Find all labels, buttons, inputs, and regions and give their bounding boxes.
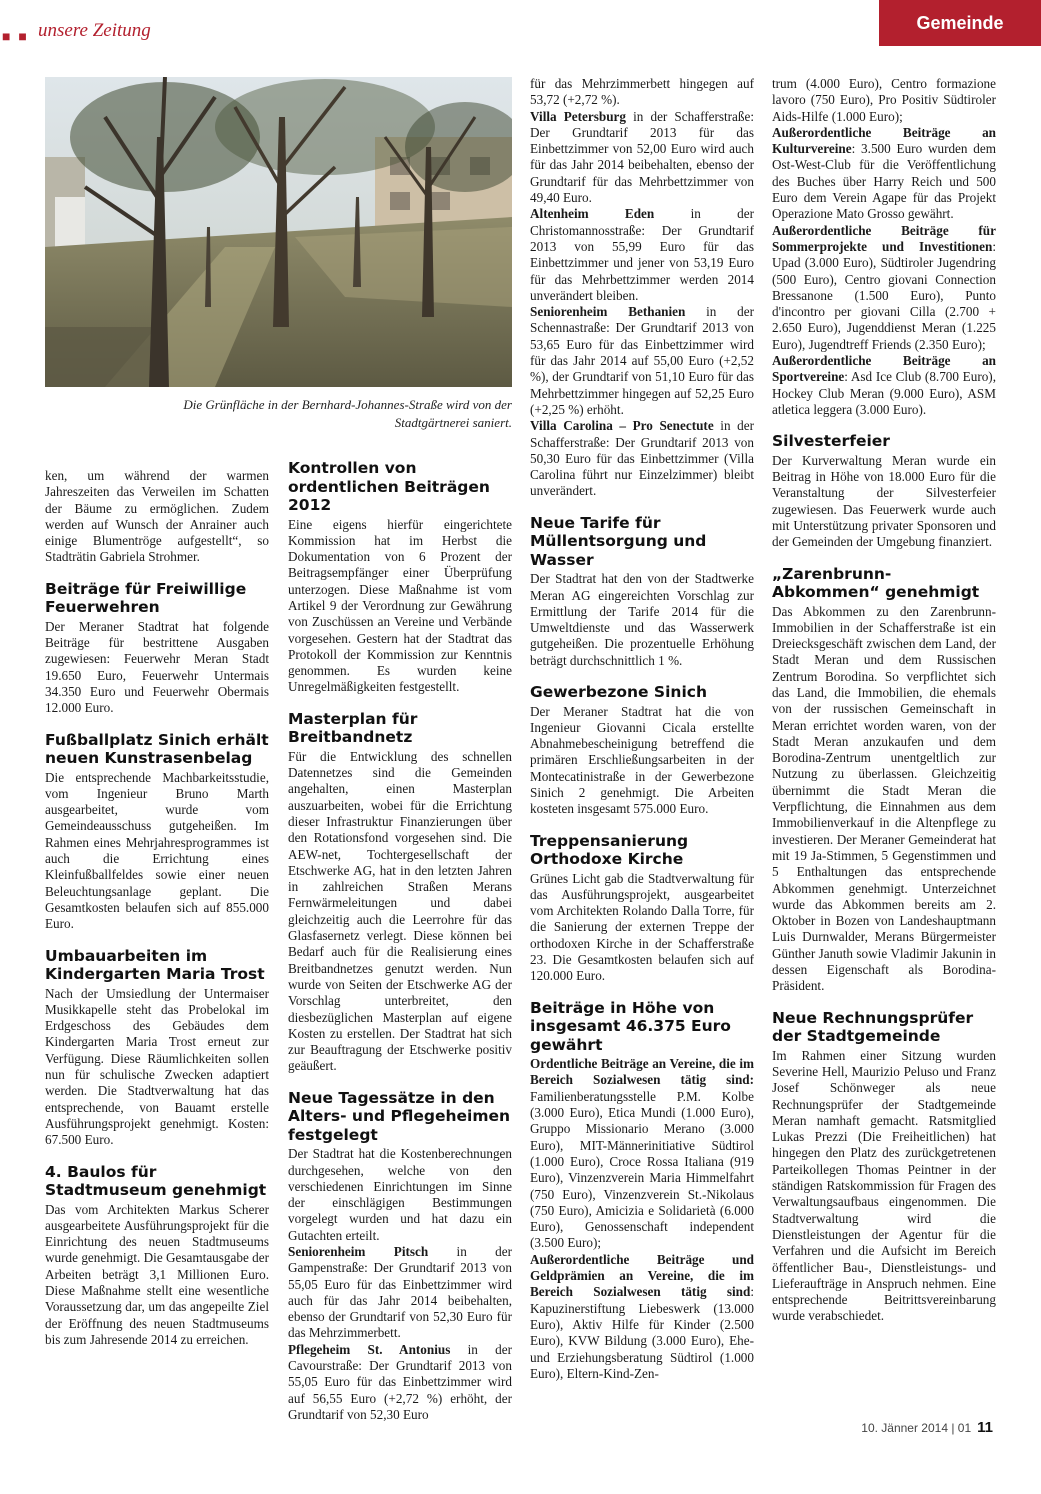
paragraph: Eine eigens hierfür eingerichtete Kommission hat im Herbst die Dokumentation von 6 Prozent der Beitragsempfänger einer Überprüfung unterzogen. Diese Maßnahme ist vom Artikel 9 der Verordnung zur Gewährung von Zuschüssen an Vereine und Verbände vorgesehen. Gestern hat der Stadtrat das Protokoll der Kommission zur Kenntnis genommen. Es wurden keine Unregelmäßigkeiten festgestellt. bbox=[288, 516, 512, 695]
headline: 4. Baulos für Stadtmuseum genehmigt bbox=[45, 1162, 267, 1199]
section-label: Gemeinde bbox=[879, 0, 1041, 46]
lead-in: Seniorenheim Pitsch bbox=[288, 1243, 429, 1259]
headline: „Zarenbrunn-Abkommen“ genehmigt bbox=[772, 564, 980, 602]
paragraph-text: Familienberatungsstelle P.M. Kolbe (3.000 Euro), Etica Mundi (1.000 Euro), Gruppo Missionario Merano (3.000 Euro), MIT-Männerinitiative Südtirol (1.000 Euro), Croce Rossa Italiana (919 Euro), Vinzenzverein Maria Himmelfahrt (750 Euro), Vinzenzverein St.-Nikolaus (750 Euro), Amicizia e Solidarietà (6.000 Euro), Genossenschaft independent (3.500 Euro); bbox=[530, 1088, 754, 1251]
paragraph-text: in der Schafferstraße: Der Grundtarif 2013 von 50,30 Euro für das Einbettzimmer (Villa Carolina führt nur Einzelzimmer) bleibt unverändert. bbox=[530, 418, 754, 499]
paragraph: Die entsprechende Machbarkeitsstudie, vom Ingenieur Bruno Marth ausgearbeitet, wurde vom Gemeindeausschuss gutgeheißen. Im Rahmen eines Mehrjahresprogrammes ist auch die Errichtung eines Kleinfußballfeldes sowie einer neuen Beleuchtungsanlage geplant. Die Gesamtkosten belaufen sich auf 855.000 Euro. bbox=[45, 769, 269, 932]
paragraph: Der Kurverwaltung Meran wurde ein Beitrag in Höhe von 18.000 Euro für die Veranstaltung der Silvesterfeier zugewiesen. Das Feuerwerk wurde auch mit Unterstützung privater Sponsoren und der Gemeinden der Umgebung finanziert. bbox=[772, 452, 996, 550]
photo-caption bbox=[45, 396, 512, 432]
paragraph bbox=[288, 1342, 512, 1423]
paragraph-text: in der Cavourstraße: Der Grundtarif 2013 von 55,05 Euro für das Einbettzimmer wird auf 56,55 Euro (+2,72 %) erhöht, der Grundtarif von 52,30 Euro bbox=[288, 1341, 512, 1422]
lead-in: Außerordentliche Beiträge an Kulturvereine bbox=[772, 124, 996, 157]
lead-in: Villa Carolina – Pro Senectute bbox=[530, 418, 714, 434]
logo: unsere Zeitung bbox=[38, 20, 151, 41]
paragraph: Im Rahmen einer Sitzung wurden Severine Hell, Maurizio Peluso und Franz Josef Schönweger als neue Rechnungsprüfer der Stadtgemeinde Meran namhaft gemacht. Ratsmitglied Lukas Prezzi (Die Freiheitlichen) hat hingegen den Platz des zurückgetretenen Parteikollegen Thomas Peintner in der ständigen Ratskommission für Fragen des Verwaltungsaufbaus eingenommen. Die Stadtverwaltung wird die Dienstleistungen der Agentur für die Verfahren und die Aufsicht im Bereich öffentlicher Bau-, Dienstleistungs- und Lieferaufträge in Anspruch nehmen. Eine entsprechende Beitrittsvereinbarung wurde verabschiedet. bbox=[772, 1047, 996, 1324]
headline: Beiträge für Freiwillige Feuerwehren bbox=[45, 579, 247, 617]
headline: Kontrollen von ordentlichen Beiträgen 2012 bbox=[288, 459, 490, 514]
paragraph bbox=[530, 206, 754, 304]
paragraph-text: in der Schafferstraße: Der Grundtarif 2013 für das Einbettzimmer von 52,00 Euro wird auch für das Jahr 2014 beibehalten, ebenso der Grundtarif für das Mehrbettzimmer von 49,40 Euro. bbox=[530, 108, 755, 206]
paragraph-text: : 3.500 Euro wurden dem Ost-West-Club für die Veröffentlichung des Buches über Harry Reich und 500 Euro dem Verein Agape für das Projekt Operazione Mato Grosso gewährt. bbox=[772, 141, 996, 222]
lead-in: Seniorenheim Bethanien bbox=[530, 304, 686, 320]
paragraph bbox=[530, 1252, 754, 1382]
paragraph bbox=[530, 418, 754, 499]
paragraph: Der Meraner Stadtrat hat folgende Beiträge für bestrittene Ausgaben zugewiesen: Feuerwehr Meran Stadt 19.650 Euro, Feuerwehr Untermais 34.350 Euro und Feuerwehr Obermais 12.000 Euro. bbox=[45, 618, 269, 716]
lead-in: Altenheim Eden bbox=[530, 206, 655, 222]
issue-date: 10. Jänner 2014 | 01 bbox=[861, 1421, 972, 1435]
headline: Neue Tagessätze in den Alters- und Pflegeheimen festgelegt bbox=[288, 1088, 511, 1144]
lead-in: Außerordentliche Beiträge und Geldprämien an Vereine, die im Bereich Sozialwesen tätig sind bbox=[530, 1251, 754, 1300]
headline: Gewerbezone Sinich bbox=[530, 683, 707, 701]
paragraph bbox=[288, 1244, 512, 1342]
paragraph: für das Mehrzimmerbett hingegen auf 53,72 (+2,72 %). bbox=[530, 76, 754, 108]
paragraph bbox=[530, 109, 754, 207]
paragraph: Das Abkommen zu den Zarenbrunn-Immobilien in der Schafferstraße ist ein Dreiecksgeschäft zwischen dem Land, der Stadt Meran und dem Russischen Zentrum Borodina. So verpflichtet sich das Land, die Immobilien, die ehemals von der russischen Gemeinschaft in Meran errichtet worden waren, von der Stadt Meran anzukaufen und dem Borodina-Zentrum unentgeltlich zur Nutzung zu überlassen. Gleichzeitig übernimmt die Stadt Meran die Verpflichtung, die Einnahmen aus dem Immobilienverkauf in die Altenpflege zu investieren. Der Meraner Gemeinderat hat mit 19 Ja-Stimmen, 5 Gegenstimmen und 5 Enthaltungen das entsprechende Abkommen genehmigt. Unterzeichnet wurde das Abkommen bereits am 2. Oktober in Bozen von Landeshauptmann Luis Durnwalder, Merans Bürgermeister Günther Januth sowie Vladimir Jakunin in dessen Eigenschaft als Borodina-Präsident. bbox=[772, 603, 996, 994]
paragraph: Das vom Architekten Markus Scherer ausgearbeitete Ausführungsprojekt für die Einrichtung des neuen Stadtmuseums wurde genehmigt. Die Gesamtausgabe der Arbeiten beträgt 3,1 Millionen Euro. Diese Maßnahme stellt eine wesentliche Voraussetzung dar, um das angepeilte Ziel der Eröffnung des neuen Stadtmuseums bis zum Jahresende 2014 zu erreichen. bbox=[45, 1201, 269, 1347]
paragraph-text: in der Gampenstraße: Der Grundtarif 2013 von 55,05 Euro für das Einbettzimmer wird auch für das Jahr 2014 beibehalten, ebenso der Grundtarif von 52,30 Euro für das Mehrzimmerbett. bbox=[288, 1243, 512, 1341]
paragraph-text: : Asd Ice Club (8.700 Euro), Hockey Club Meran (9.000 Euro), ASM atletica leggera (3.000 Euro). bbox=[772, 369, 996, 417]
paragraph-text: in der Christomannosstraße: Der Grundtarif 2013 von 55,99 Euro für das Einbettzimmer und jener von 53,19 Euro für das Mehrbettzimmer werden 2014 unverändert bleiben. bbox=[530, 206, 754, 303]
paragraph: Der Stadtrat hat den von der Stadtwerke Meran AG eingereichten Vorschlag zur Ermittlung der Tarife 2014 für die Umweltdienste und das Wasserwerk gutgeheißen. Die prozentuelle Erhöhung beträgt durchschnittlich 1 %. bbox=[530, 571, 754, 668]
paragraph: Für die Entwicklung des schnellen Datennetzes sind die Gemeinden angehalten, einen Masterplan auszuarbeiten, wobei für die Errichtung dieser Infrastruktur Finanzierungen über den Rotationsfond vorgesehen sind. Die AEW-net, Tochtergesellschaft der Etschwerke AG, hat in den letzten Jahren in zahlreichen Straßen Merans Fernwärmeleitungen und dabei gleichzeitig auch die Leerrohre für das Glasfasernetz verlegt. Diese können bei Bedarf auch für die Realisierung eines Breitbandnetzes genutzt werden. Nun wurde von Seiten der Etschwerke AG der Vorschlag unterbreitet, den diesbezüglichen Masterplan auf eigene Kosten zu erstellen. Der Stadtrat hat sich zur Beauftragung der Etschwerke positiv geäußert. bbox=[288, 748, 512, 1074]
caption-line: Stadtgärtnerei saniert. bbox=[394, 415, 512, 430]
paragraph: Grünes Licht gab die Stadtverwaltung für das Ausführungsprojekt, ausgearbeitet vom Architekten Rolando Dalla Torre, für die Sanierung der externen Treppe der orthodoxen Kirche in der Schafferstraße 23. Die Gesamtkosten belaufen sich auf 120.000 Euro. bbox=[530, 870, 754, 984]
headline: Neue Tarife für Müllentsorgung und Wasser bbox=[530, 513, 707, 569]
lead-in: Ordentliche Beiträge an Vereine, die im Bereich Sozialwesen tätig sind: bbox=[530, 1056, 754, 1088]
headline: Fußballplatz Sinich erhält neuen Kunstrasenbelag bbox=[45, 730, 269, 768]
headline: Beiträge in Höhe von insgesamt 46.375 Euro gewährt bbox=[530, 998, 731, 1054]
paragraph: ken, um während der warmen Jahreszeiten das Verweilen im Schatten der Bäume zu ermöglichen. Zudem werden auf Wunsch der Anrainer auch einige Blumentröge aufgestellt“, so Stadträtin Gabriela Strohmer. bbox=[45, 468, 269, 565]
paragraph: trum (4.000 Euro), Centro formazione lavoro (750 Euro), Pro Positiv Südtiroler Aids-Hilfe (1.000 Euro); bbox=[772, 76, 996, 124]
headline: Umbauarbeiten im Kindergarten Maria Trost bbox=[45, 946, 265, 984]
page-footer bbox=[861, 1419, 993, 1436]
lead-in: Pflegeheim St. Antonius bbox=[288, 1341, 451, 1357]
paragraph bbox=[772, 223, 996, 353]
park-photo bbox=[45, 77, 512, 387]
lead-in: Außerordentliche Beiträge für Sommerprojekte und Investitionen bbox=[772, 222, 996, 254]
column-2 bbox=[288, 459, 512, 1423]
paragraph bbox=[772, 353, 996, 418]
logo-dots: ■ ■ bbox=[2, 28, 29, 44]
paragraph-text: in der Schennastraße: Der Grundtarif 2013 von 53,65 Euro für das Einbettzimmer wird für das Jahr 2014 auf 55,00 Euro (+2,52 %), der Grundtarif von 51,10 Euro für das Mehrbettzimmer hingegen auf 52,25 Euro (+2,25 %) erhöht. bbox=[530, 304, 754, 417]
headline: Treppensanierung Orthodoxe Kirche bbox=[530, 831, 689, 869]
paragraph bbox=[530, 1056, 754, 1252]
headline: Neue Rechnungsprüfer der Stadtgemeinde bbox=[772, 1008, 974, 1046]
paragraph bbox=[530, 304, 754, 418]
column-3 bbox=[530, 76, 754, 1382]
column-4 bbox=[772, 76, 996, 1325]
headline: Silvesterfeier bbox=[772, 432, 890, 451]
caption-line: Die Grünfläche in der Bernhard-Johannes-Straße wird von der bbox=[183, 397, 512, 412]
lead-in: Außerordentliche Beiträge an Sportvereine bbox=[772, 353, 996, 385]
lead-in: Villa Petersburg bbox=[530, 108, 626, 124]
headline: Masterplan für Breitbandnetz bbox=[288, 709, 418, 747]
paragraph-text: : Upad (3.000 Euro), Südtiroler Jugendring (500 Euro), Centro giovani Connection Bressanone (1.500 Euro), Punto d'incontro per giovani Cilla (2.700 + 2.650 Euro), Jugenddienst Meran (1.225 Euro), Jugendtreff Friends (2.350 Euro); bbox=[772, 238, 996, 352]
paragraph: Der Stadtrat hat die Kostenberechnungen durchgesehen, welche von den verschiedenen Einrichtungen im Sinne der einschlägigen Bestimmungen vorgelegt wurden und hat dazu ein Gutachten erteilt. bbox=[288, 1146, 512, 1243]
park-photo-illustration bbox=[45, 77, 512, 387]
column-1 bbox=[45, 468, 269, 1348]
paragraph: Der Meraner Stadtrat hat die von Ingenieur Giovanni Cicala erstellte Abnahmebescheinigung betreffend die primären Erschließungsarbeiten in der Montecatinistraße in der Gewerbezone Sinich 2 genehmigt. Die Arbeiten kosteten insgesamt 575.000 Euro. bbox=[530, 703, 754, 817]
paragraph: Nach der Umsiedlung der Untermaiser Musikkapelle steht das Probelokal im Erdgeschoss des Gebäudes dem Kindergarten Maria Trost erneut zur Verfügung. Diese Räumlichkeiten sollen nun für schulische Zwecken adaptiert werden. Die Stadtverwaltung hat das entsprechende, von Bauamt erstelle Ausführungsprojekt genehmigt. Kosten: 67.500 Euro. bbox=[45, 985, 269, 1148]
paragraph-text: : Kapuzinerstiftung Liebeswerk (13.000 Euro), Aktiv Hilfe für Kinder (2.500 Euro), KVW Bildung (3.000 Euro), Ehe- und Erziehungsberatung Südtirol (1.000 Euro), Eltern-Kind-Zen- bbox=[530, 1284, 754, 1381]
page-number: 11 bbox=[977, 1419, 993, 1436]
paragraph bbox=[772, 125, 996, 223]
